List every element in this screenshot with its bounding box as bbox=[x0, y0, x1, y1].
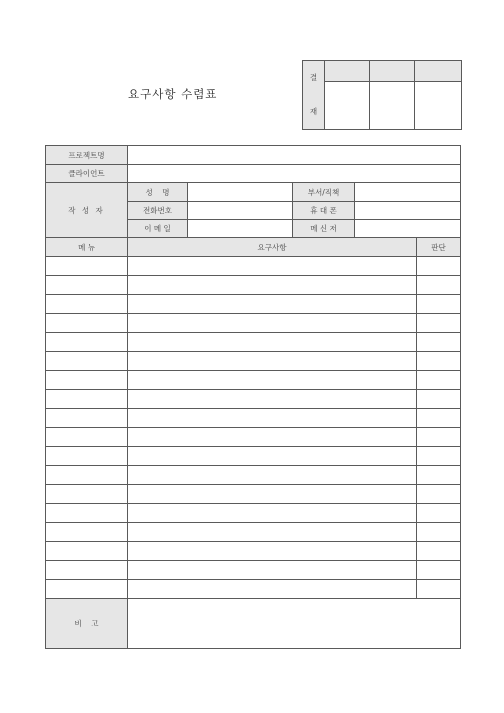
approver-sign-1[interactable] bbox=[325, 82, 370, 130]
requirement-cell[interactable] bbox=[128, 447, 417, 466]
mobile-field[interactable] bbox=[355, 202, 461, 220]
judgement-header: 판단 bbox=[417, 238, 461, 257]
table-row bbox=[46, 542, 461, 561]
requirement-cell[interactable] bbox=[128, 314, 417, 333]
requirements-header: 요구사항 bbox=[128, 238, 417, 257]
judgement-cell[interactable] bbox=[417, 523, 461, 542]
menu-cell[interactable] bbox=[46, 485, 128, 504]
requirement-cell[interactable] bbox=[128, 390, 417, 409]
judgement-cell[interactable] bbox=[417, 295, 461, 314]
judgement-cell[interactable] bbox=[417, 257, 461, 276]
mobile-label: 휴 대 폰 bbox=[293, 202, 355, 220]
judgement-cell[interactable] bbox=[417, 428, 461, 447]
requirement-cell[interactable] bbox=[128, 466, 417, 485]
judgement-cell[interactable] bbox=[417, 466, 461, 485]
menu-cell[interactable] bbox=[46, 504, 128, 523]
email-field[interactable] bbox=[188, 220, 293, 238]
approval-label-top: 결 bbox=[309, 73, 318, 82]
menu-cell[interactable] bbox=[46, 428, 128, 447]
table-row bbox=[46, 561, 461, 580]
judgement-cell[interactable] bbox=[417, 447, 461, 466]
approval-box bbox=[302, 60, 462, 130]
phone-field[interactable] bbox=[188, 202, 293, 220]
requirement-cell[interactable] bbox=[128, 561, 417, 580]
menu-cell[interactable] bbox=[46, 523, 128, 542]
messenger-label: 메 신 저 bbox=[293, 220, 355, 238]
name-label: 성 명 bbox=[128, 183, 188, 202]
table-row bbox=[46, 447, 461, 466]
client-field[interactable] bbox=[128, 165, 461, 183]
requirement-cell[interactable] bbox=[128, 542, 417, 561]
menu-cell[interactable] bbox=[46, 295, 128, 314]
requirement-cell[interactable] bbox=[128, 409, 417, 428]
approver-sign-2[interactable] bbox=[370, 82, 415, 130]
table-row bbox=[46, 295, 461, 314]
judgement-cell[interactable] bbox=[417, 276, 461, 295]
phone-label: 전화번호 bbox=[128, 202, 188, 220]
requirement-cell[interactable] bbox=[128, 485, 417, 504]
judgement-cell[interactable] bbox=[417, 314, 461, 333]
menu-cell[interactable] bbox=[46, 409, 128, 428]
requirement-cell[interactable] bbox=[128, 580, 417, 599]
table-row bbox=[46, 333, 461, 352]
menu-cell[interactable] bbox=[46, 371, 128, 390]
table-row bbox=[46, 257, 461, 276]
table-row bbox=[46, 580, 461, 599]
requirement-cell[interactable] bbox=[128, 504, 417, 523]
requirements-form bbox=[45, 145, 461, 649]
remarks-field[interactable] bbox=[128, 599, 461, 649]
menu-cell[interactable] bbox=[46, 580, 128, 599]
remarks-label: 비 고 bbox=[46, 599, 128, 649]
table-row bbox=[46, 466, 461, 485]
page-title: 요구사항 수렴표 bbox=[128, 87, 218, 101]
judgement-cell[interactable] bbox=[417, 580, 461, 599]
menu-cell[interactable] bbox=[46, 390, 128, 409]
table-row bbox=[46, 409, 461, 428]
menu-cell[interactable] bbox=[46, 276, 128, 295]
table-row bbox=[46, 314, 461, 333]
messenger-field[interactable] bbox=[355, 220, 461, 238]
judgement-cell[interactable] bbox=[417, 409, 461, 428]
requirement-cell[interactable] bbox=[128, 371, 417, 390]
author-label: 작 성 자 bbox=[46, 183, 128, 238]
menu-cell[interactable] bbox=[46, 466, 128, 485]
project-name-label: 프로젝트명 bbox=[46, 146, 128, 165]
table-row bbox=[46, 428, 461, 447]
requirement-cell[interactable] bbox=[128, 257, 417, 276]
table-row bbox=[46, 352, 461, 371]
judgement-cell[interactable] bbox=[417, 352, 461, 371]
menu-cell[interactable] bbox=[46, 561, 128, 580]
requirement-cell[interactable] bbox=[128, 523, 417, 542]
table-row bbox=[46, 504, 461, 523]
table-row bbox=[46, 371, 461, 390]
judgement-cell[interactable] bbox=[417, 542, 461, 561]
dept-label: 부서/직책 bbox=[293, 183, 355, 202]
judgement-cell[interactable] bbox=[417, 561, 461, 580]
table-row bbox=[46, 485, 461, 504]
table-row bbox=[46, 276, 461, 295]
approver-title-1[interactable] bbox=[325, 61, 370, 82]
requirement-cell[interactable] bbox=[128, 295, 417, 314]
approval-label-bottom: 재 bbox=[309, 107, 318, 116]
name-field[interactable] bbox=[188, 183, 293, 202]
email-label: 이 메 일 bbox=[128, 220, 188, 238]
dept-field[interactable] bbox=[355, 183, 461, 202]
approval-label bbox=[303, 61, 325, 130]
menu-cell[interactable] bbox=[46, 333, 128, 352]
menu-cell[interactable] bbox=[46, 542, 128, 561]
judgement-cell[interactable] bbox=[417, 390, 461, 409]
menu-cell[interactable] bbox=[46, 352, 128, 371]
requirements-rows bbox=[46, 257, 461, 599]
menu-cell[interactable] bbox=[46, 447, 128, 466]
requirement-cell[interactable] bbox=[128, 428, 417, 447]
table-row bbox=[46, 390, 461, 409]
menu-cell[interactable] bbox=[46, 257, 128, 276]
approver-title-3[interactable] bbox=[415, 61, 462, 82]
menu-cell[interactable] bbox=[46, 314, 128, 333]
requirement-cell[interactable] bbox=[128, 352, 417, 371]
requirement-cell[interactable] bbox=[128, 333, 417, 352]
approver-sign-3[interactable] bbox=[415, 82, 462, 130]
menu-header: 메 뉴 bbox=[46, 238, 128, 257]
project-name-field[interactable] bbox=[128, 146, 461, 165]
requirement-cell[interactable] bbox=[128, 276, 417, 295]
approver-title-2[interactable] bbox=[370, 61, 415, 82]
judgement-cell[interactable] bbox=[417, 371, 461, 390]
judgement-cell[interactable] bbox=[417, 504, 461, 523]
client-label: 클라이언트 bbox=[46, 165, 128, 183]
judgement-cell[interactable] bbox=[417, 485, 461, 504]
judgement-cell[interactable] bbox=[417, 333, 461, 352]
table-row bbox=[46, 523, 461, 542]
